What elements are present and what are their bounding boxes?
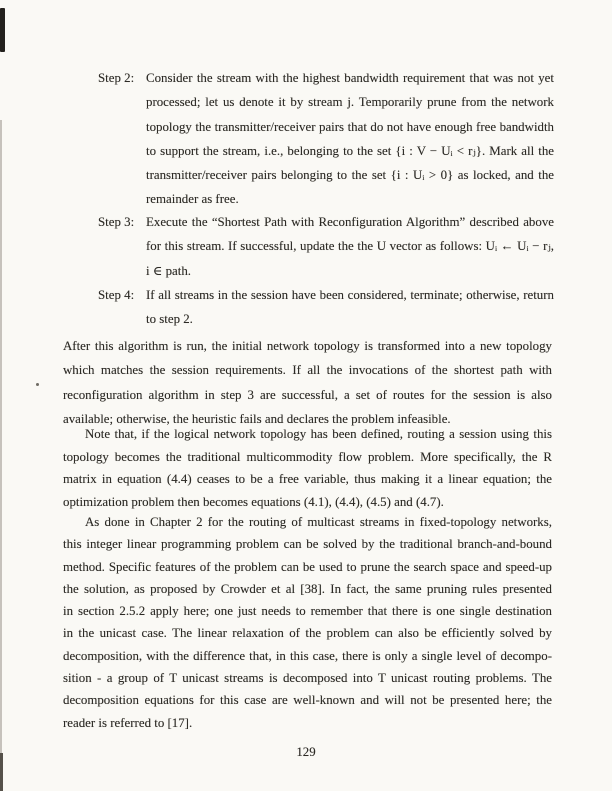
step-4-label: Step 4: bbox=[98, 288, 135, 302]
text-line: reconfiguration algorithm in step 3 are successful, a set of routes for the session is also bbox=[63, 387, 552, 402]
step-4-body bbox=[146, 283, 554, 332]
text-line: matrix in equation (4.4) ceases to be a free variable, thus making it a linear equation; the bbox=[63, 472, 552, 487]
paragraph-note-that bbox=[63, 423, 552, 514]
scan-speck bbox=[36, 383, 39, 386]
step-2-label: Step 2: bbox=[98, 71, 135, 85]
text-line: reader is referred to [17]. bbox=[63, 715, 193, 730]
text-line: i ∈ path. bbox=[146, 263, 191, 278]
text-line: Note that, if the logical network topology has been defined, routing a session using this bbox=[85, 427, 552, 441]
text-line: After this algorithm is run, the initial network topology is transformed into a new topology bbox=[63, 339, 552, 353]
paragraph-after-algorithm bbox=[63, 334, 552, 432]
text-line: sition - a group of T unicast streams is decomposed into T unicast routing problems. The bbox=[63, 671, 552, 686]
text-line: If all streams in the session have been considered, terminate; otherwise, return bbox=[146, 288, 554, 302]
text-line: to support the stream, i.e., belonging to the set {i : V − Uᵢ < rⱼ}. Mark all the bbox=[146, 143, 554, 158]
text-line: this integer linear programming problem can be solved by the traditional branch-and-bound bbox=[63, 537, 552, 552]
paragraph-as-done bbox=[63, 511, 552, 734]
step-3-body bbox=[146, 210, 554, 283]
text-line: the solution, as proposed by Crowder et al [38]. In fact, the same pruning rules presented bbox=[63, 581, 552, 596]
text-line: optimization problem then becomes equations (4.1), (4.4), (4.5) and (4.7). bbox=[63, 495, 444, 510]
text-line: in the unicast case. The linear relaxation of the problem can also be efficiently solved by bbox=[63, 626, 552, 641]
step-4-item bbox=[98, 283, 554, 332]
step-2-item bbox=[98, 66, 554, 212]
text-line: As done in Chapter 2 for the routing of multicast streams in fixed-topology networks, bbox=[85, 515, 552, 529]
text-line: to step 2. bbox=[146, 312, 193, 327]
text-line: method. Specific features of the problem can be used to prune the search space and speed-up bbox=[63, 559, 552, 574]
scan-artifact-left-edge-line bbox=[0, 120, 2, 791]
text-line: for this stream. If successful, update the the U vector as follows: Uᵢ ← Uᵢ − rⱼ, bbox=[146, 239, 554, 254]
step-3-item bbox=[98, 210, 554, 283]
page-number: 129 bbox=[296, 745, 316, 759]
text-line: decomposition, with the difference that, in this case, there is only a single level of decompo- bbox=[63, 648, 552, 663]
step-2-body bbox=[146, 66, 554, 212]
text-line: decomposition equations for this case are well-known and will not be presented here; the bbox=[63, 693, 552, 708]
text-line: transmitter/receiver pairs belonging to the set {i : Uᵢ > 0} as locked, and the bbox=[146, 168, 554, 183]
scan-artifact-top-left-bar bbox=[0, 8, 5, 52]
text-line: which matches the session requirements. If all the invocations of the shortest path with bbox=[63, 363, 552, 378]
text-line: Consider the stream with the highest bandwidth requirement that was not yet bbox=[146, 71, 554, 85]
step-3-label: Step 3: bbox=[98, 215, 135, 229]
text-line: processed; let us denote it by stream j. Temporarily prune from the network bbox=[146, 95, 554, 110]
text-line: remainder as free. bbox=[146, 192, 239, 207]
text-line: topology becomes the traditional multicommodity flow problem. More specifically, the R bbox=[63, 449, 552, 464]
text-line: in section 2.5.2 apply here; one just needs to remember that there is one single destination bbox=[63, 604, 552, 619]
text-line: topology the transmitter/receiver pairs that do not have enough free bandwidth bbox=[146, 119, 554, 134]
text-line: Execute the “Shortest Path with Reconfiguration Algorithm” described above bbox=[146, 215, 554, 229]
text-line: available; otherwise, the heuristic fails and declares the problem infeasible. bbox=[63, 412, 451, 427]
